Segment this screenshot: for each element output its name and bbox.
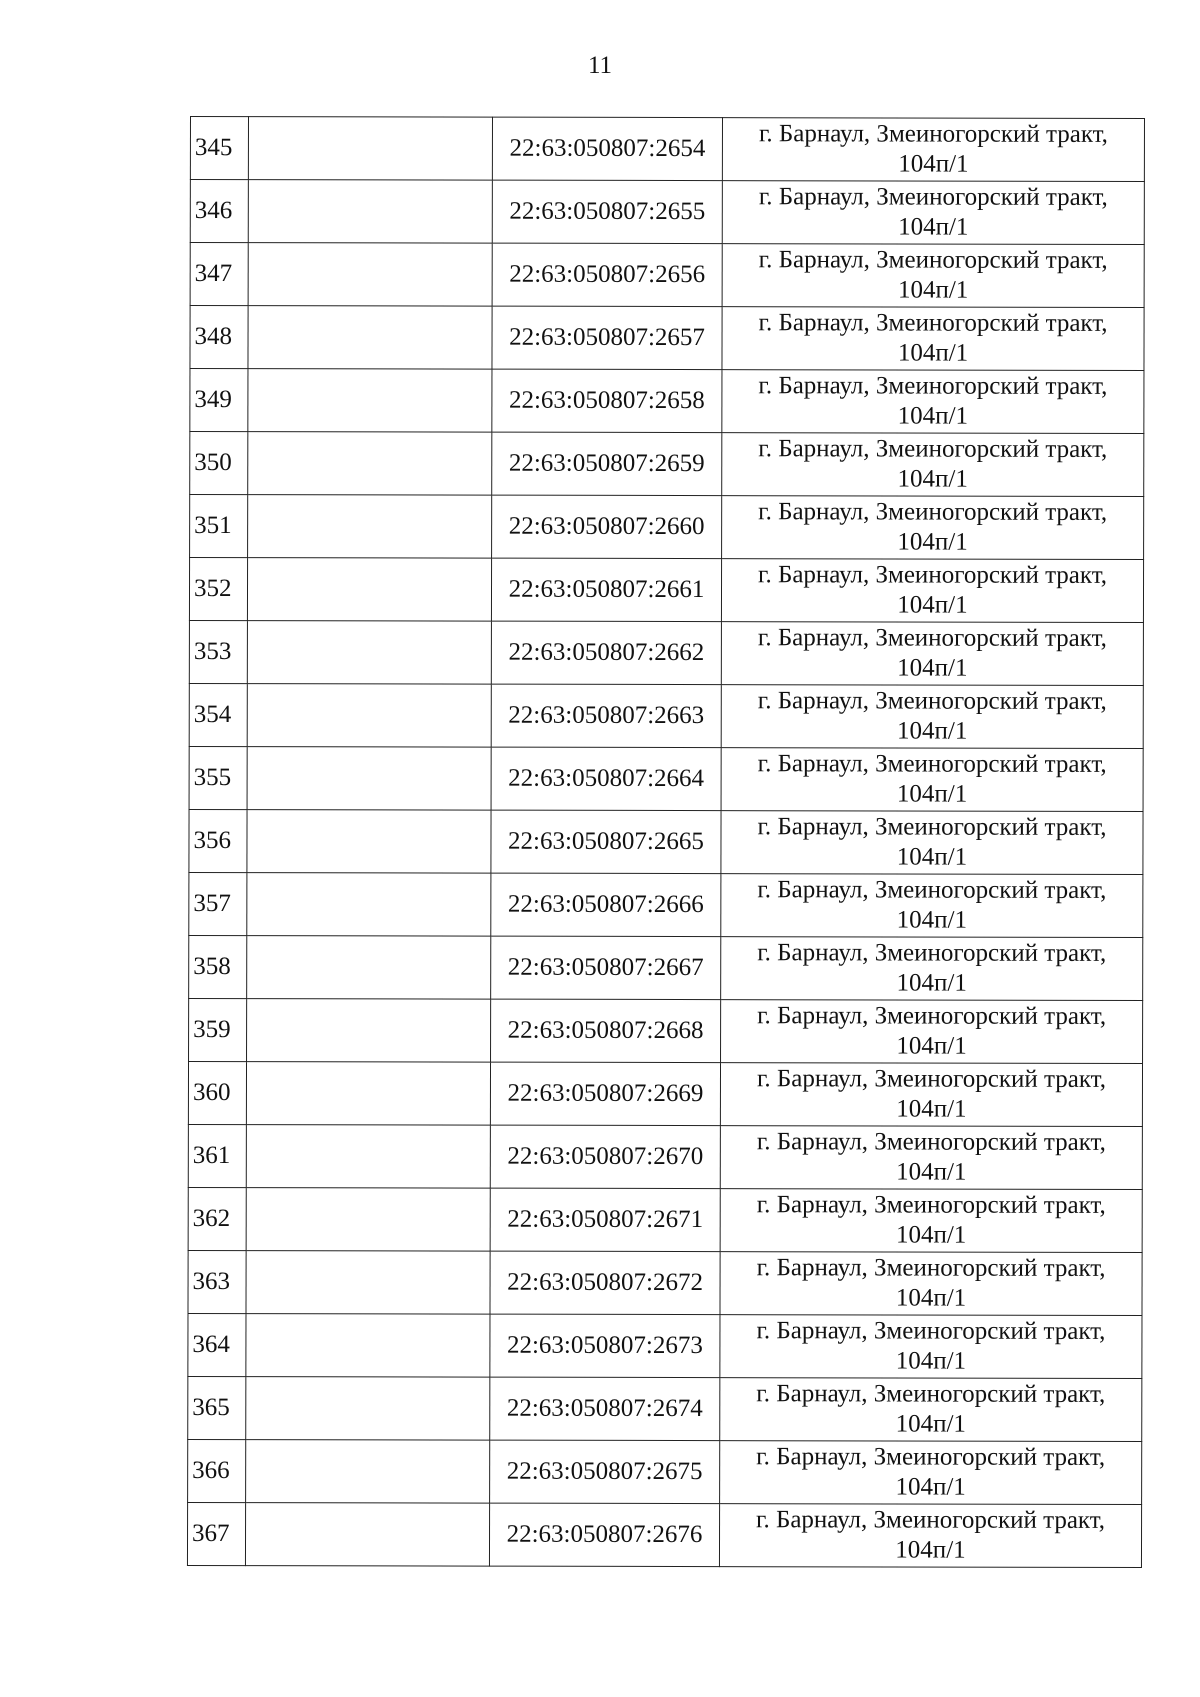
cadastral-number-cell: 22:63:050807:2669 [490,1062,720,1125]
row-number-cell: 351 [190,495,248,558]
cadastral-number-cell: 22:63:050807:2665 [491,810,721,873]
row-number-cell: 355 [189,746,247,809]
cadastral-number-cell: 22:63:050807:2659 [492,432,722,495]
cadastral-number-cell: 22:63:050807:2658 [492,369,722,432]
row-number-cell: 347 [190,243,248,306]
table-row [189,683,1143,748]
address-house-number: 104п/1 [895,1284,967,1312]
address-cell [720,1252,1142,1316]
cadastral-number-cell: 22:63:050807:2655 [492,180,722,243]
empty-cell [246,1314,490,1378]
address-cell [721,622,1143,686]
table-row [188,1124,1142,1189]
address-line: г. Барнаул, Змеиногорский тракт, [757,687,1107,715]
address-house-number: 104п/1 [897,528,968,556]
cadastral-number-cell: 22:63:050807:2670 [490,1125,720,1188]
address-house-number: 104п/1 [895,1221,967,1249]
address-line: г. Барнаул, Змеиногорский тракт, [756,1254,1106,1282]
address-cell [721,685,1143,749]
address-cell [720,1189,1142,1253]
empty-cell [246,1251,490,1315]
table-row [190,495,1144,560]
land-plot-table [187,116,1145,1568]
table-row [190,243,1144,308]
address-cell [721,1000,1143,1064]
table-row [190,369,1144,434]
address-house-number: 104п/1 [898,213,969,241]
address-house-number: 104п/1 [896,1095,967,1123]
row-number-cell: 365 [188,1376,246,1439]
address-house-number: 104п/1 [896,1158,967,1186]
address-cell [722,181,1144,245]
empty-cell [248,117,492,181]
address-cell [721,559,1143,623]
cadastral-number-cell: 22:63:050807:2675 [490,1440,720,1503]
row-number-cell: 366 [188,1439,246,1502]
table-row [188,1061,1142,1126]
empty-cell [246,1125,490,1189]
address-cell [720,1126,1142,1190]
cadastral-number-cell: 22:63:050807:2672 [490,1251,720,1314]
empty-cell [247,810,491,874]
address-cell [722,433,1144,497]
table-row [190,306,1144,371]
cadastral-number-cell: 22:63:050807:2668 [491,999,721,1062]
row-number-cell: 349 [190,369,248,432]
address-cell [721,937,1143,1001]
empty-cell [248,495,492,559]
cadastral-number-cell: 22:63:050807:2674 [490,1377,720,1440]
address-cell [720,1315,1142,1379]
address-line: г. Барнаул, Змеиногорский тракт, [757,939,1107,967]
address-house-number: 104п/1 [896,780,968,808]
address-line: г. Барнаул, Змеиногорский тракт, [758,246,1108,274]
row-number-cell: 358 [189,935,247,998]
address-line: г. Барнаул, Змеиногорский тракт, [756,1128,1106,1156]
address-cell [720,1378,1142,1442]
address-house-number: 104п/1 [896,843,968,871]
address-cell [720,1063,1142,1127]
row-number-cell: 367 [187,1502,245,1565]
row-number-cell: 356 [189,809,247,872]
empty-cell [246,1062,490,1126]
empty-cell [248,306,492,370]
empty-cell [247,684,491,748]
cadastral-number-cell: 22:63:050807:2671 [490,1188,720,1251]
row-number-cell: 364 [188,1313,246,1376]
address-cell [720,1441,1142,1505]
address-line: г. Барнаул, Змеиногорский тракт, [757,750,1107,778]
address-line: г. Барнаул, Змеиногорский тракт, [756,1506,1106,1534]
table-row [189,746,1143,811]
address-cell [722,244,1144,308]
address-cell [722,370,1144,434]
row-number-cell: 352 [189,558,247,621]
empty-cell [245,1503,489,1567]
table-body [187,117,1144,1568]
cadastral-number-cell: 22:63:050807:2657 [492,306,722,369]
row-number-cell: 345 [190,117,248,180]
address-line: г. Барнаул, Змеиногорский тракт, [757,624,1107,652]
empty-cell [248,369,492,433]
address-house-number: 104п/1 [897,717,968,745]
address-line: г. Барнаул, Змеиногорский тракт, [758,561,1108,589]
table-row [189,620,1143,685]
address-line: г. Барнаул, Змеиногорский тракт, [757,876,1107,904]
address-house-number: 104п/1 [895,1410,966,1438]
table-row [190,432,1144,497]
address-house-number: 104п/1 [897,402,969,430]
row-number-cell: 361 [188,1124,246,1187]
cadastral-number-cell: 22:63:050807:2666 [491,873,721,936]
address-line: г. Барнаул, Змеиногорский тракт, [756,1191,1106,1219]
address-line: г. Барнаул, Змеиногорский тракт, [758,372,1108,400]
cadastral-number-cell: 22:63:050807:2656 [492,243,722,306]
address-house-number: 104п/1 [895,1473,966,1501]
row-number-cell: 354 [189,683,247,746]
address-line: г. Барнаул, Змеиногорский тракт, [758,183,1108,211]
table-row [189,998,1143,1063]
page-number: 11 [587,52,613,79]
cadastral-number-cell: 22:63:050807:2676 [489,1503,719,1566]
cadastral-number-cell: 22:63:050807:2660 [492,495,722,558]
row-number-cell: 346 [190,180,248,243]
table-row [190,180,1144,245]
table-row [188,1313,1142,1378]
row-number-cell: 357 [189,872,247,935]
address-cell [719,1504,1141,1568]
row-number-cell: 363 [188,1250,246,1313]
address-cell [721,811,1143,875]
table-row [189,558,1143,623]
cadastral-number-cell: 22:63:050807:2662 [491,621,721,684]
address-house-number: 104п/1 [897,465,968,493]
table-row [189,935,1143,1000]
table-row [188,1376,1142,1441]
address-house-number: 104п/1 [897,339,969,367]
empty-cell [247,621,491,685]
address-cell [721,874,1143,938]
empty-cell [248,432,492,496]
address-cell [721,748,1143,812]
empty-cell [247,999,491,1063]
row-number-cell: 360 [188,1061,246,1124]
address-house-number: 104п/1 [897,591,968,619]
address-house-number: 104п/1 [897,276,969,304]
empty-cell [247,747,491,811]
address-house-number: 104п/1 [898,150,969,178]
cadastral-number-cell: 22:63:050807:2661 [491,558,721,621]
address-house-number: 104п/1 [895,1347,967,1375]
address-house-number: 104п/1 [897,654,968,682]
cadastral-number-cell: 22:63:050807:2673 [490,1314,720,1377]
table-row [189,872,1143,937]
empty-cell [248,180,492,244]
table-row [188,1250,1142,1315]
address-house-number: 104п/1 [895,1536,966,1564]
address-line: г. Барнаул, Змеиногорский тракт, [756,1380,1106,1408]
address-house-number: 104п/1 [896,1032,967,1060]
empty-cell [247,873,491,937]
address-line: г. Барнаул, Змеиногорский тракт, [758,309,1108,337]
address-cell [722,307,1144,371]
empty-cell [246,1440,490,1504]
address-house-number: 104п/1 [896,906,968,934]
row-number-cell: 359 [189,998,247,1061]
address-line: г. Барнаул, Змеиногорский тракт, [758,498,1108,526]
address-line: г. Барнаул, Змеиногорский тракт, [757,813,1107,841]
empty-cell [247,558,491,622]
cadastral-number-cell: 22:63:050807:2667 [491,936,721,999]
address-line: г. Барнаул, Змеиногорский тракт, [758,435,1108,463]
empty-cell [248,243,492,307]
address-cell [722,496,1144,560]
address-line: г. Барнаул, Змеиногорский тракт, [756,1065,1107,1093]
empty-cell [247,936,491,1000]
address-line: г. Барнаул, Змеиногорский тракт, [757,1002,1107,1030]
table-row [189,809,1143,874]
empty-cell [246,1377,490,1441]
cadastral-number-cell: 22:63:050807:2664 [491,747,721,810]
address-cell [722,118,1144,182]
address-line: г. Барнаул, Змеиногорский тракт, [756,1443,1106,1471]
row-number-cell: 350 [190,432,248,495]
address-house-number: 104п/1 [896,969,967,997]
table-row [187,1502,1141,1567]
address-line: г. Барнаул, Змеиногорский тракт, [758,120,1108,148]
cadastral-number-cell: 22:63:050807:2654 [492,117,722,180]
table-row [190,117,1144,182]
row-number-cell: 348 [190,306,248,369]
empty-cell [246,1188,490,1252]
table-row [188,1439,1142,1504]
cadastral-number-cell: 22:63:050807:2663 [491,684,721,747]
address-line: г. Барнаул, Змеиногорский тракт, [756,1317,1106,1345]
row-number-cell: 362 [188,1187,246,1250]
row-number-cell: 353 [189,620,247,683]
table-row [188,1187,1142,1252]
